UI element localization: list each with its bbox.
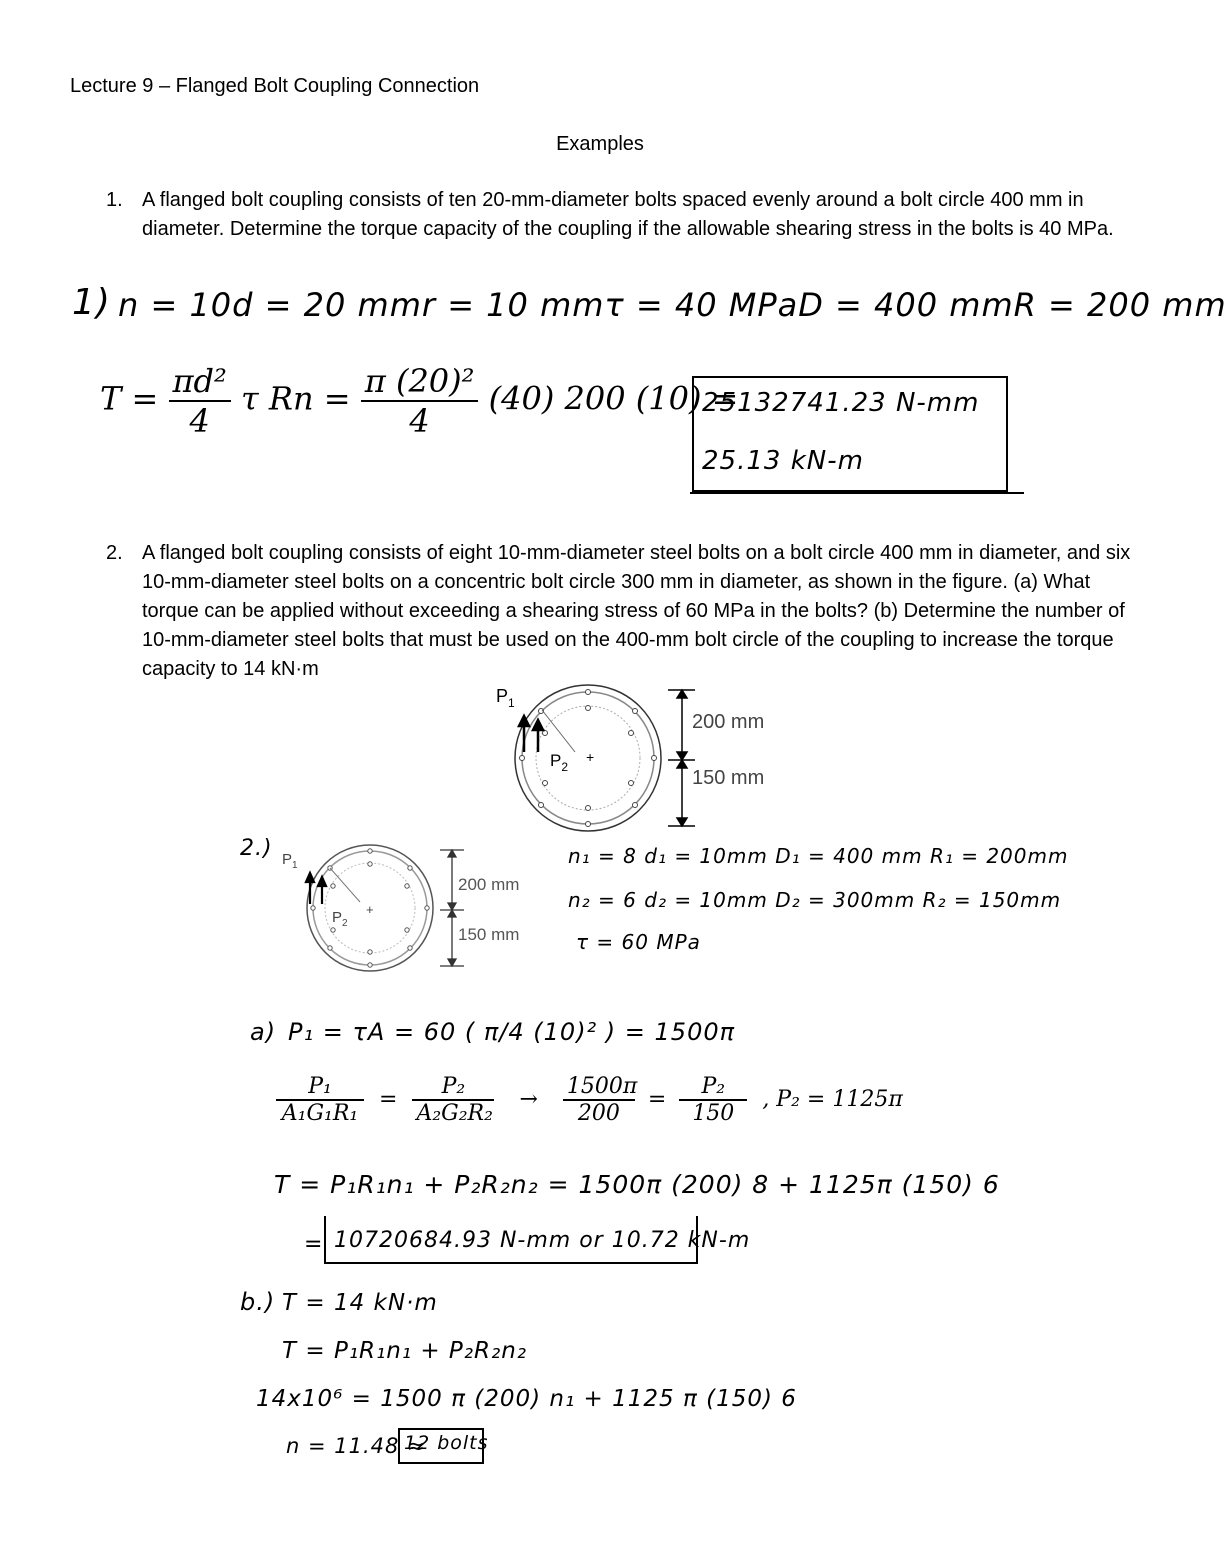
ratio-left-num: P₁ <box>276 1074 364 1101</box>
center-mark: + <box>586 749 595 765</box>
equals-sign-1: = <box>379 1087 398 1112</box>
solution-2-givens-3: τ = 60 MPa <box>576 930 701 954</box>
solution-1-formula <box>100 362 738 440</box>
answer-1-underline <box>690 492 1024 494</box>
answer-1-knm: 25.13 kN-m <box>702 446 864 476</box>
given-R: R = 200 mm <box>1013 286 1227 324</box>
problem-1 <box>0 186 1132 244</box>
given-D: D = 400 mm <box>798 286 1014 324</box>
formula-fraction <box>169 362 231 440</box>
given-r: r = 10 mm <box>421 286 605 324</box>
ratio-right-fraction <box>412 1074 494 1126</box>
coupling-figure <box>490 682 790 832</box>
dimension-lines <box>668 690 695 826</box>
ratio2-left-fraction <box>563 1074 638 1126</box>
substitution-fraction <box>361 362 479 440</box>
problem-1-number: 1. <box>106 189 123 211</box>
answer-1-nmm: 25132741.23 N-mm <box>702 388 980 418</box>
ratio2-right-num: P₂ <box>679 1074 747 1101</box>
given-tau: τ = 40 MPa <box>604 286 799 324</box>
part-b-formula: T = P₁R₁n₁ + P₂R₂n₂ <box>282 1338 528 1364</box>
ratio2-right-fraction <box>679 1074 747 1126</box>
coupling-figure-copy <box>280 842 550 974</box>
implies-arrow: → <box>519 1087 538 1112</box>
substitution-rest: (40) 200 (10) = <box>488 379 739 418</box>
solution-2-givens-1: n₁ = 8 d₁ = 10mm D₁ = 400 mm R₁ = 200mm <box>568 844 1069 868</box>
answer-2a: 10720684.93 N-mm or 10.72 kN-m <box>334 1228 751 1253</box>
formula-denominator: 4 <box>189 402 210 440</box>
ratio-result: , P₂ = 1125π <box>762 1087 903 1112</box>
problem-1-text: A flanged bolt coupling consists of ten 20-mm-diameter bolts spaced evenly around a bolt circle 400 mm in diameter. Determine the torque capacity of the coupling if the allowable shearing stress in the bolts is 40 MPa. <box>142 189 1114 240</box>
dimension-lines <box>440 850 464 966</box>
part-b-substitution: 14x10⁶ = 1500 π (200) n₁ + 1125 π (150) 6 <box>256 1386 797 1412</box>
part-b-given: T = 14 kN·m <box>282 1290 438 1316</box>
part-a-ratio-left <box>276 1074 903 1126</box>
p2-label: $P_2$ <box>550 751 569 774</box>
page-heading: Lecture 9 – Flanged Bolt Coupling Connection <box>70 75 480 97</box>
part-a-equals: = <box>304 1232 324 1257</box>
equals-sign-2: = <box>647 1087 667 1112</box>
ratio-left-fraction <box>276 1074 364 1126</box>
solution-1-givens <box>118 286 1227 324</box>
p2-label: $P_2$ <box>332 909 348 929</box>
part-a-line1: P₁ = τA = 60 ( π/4 (10)² ) = 1500π <box>288 1018 736 1046</box>
part-a-torque-line: T = P₁R₁n₁ + P₂R₂n₂ = 1500π (200) 8 + 1125π (150) 6 <box>274 1170 1000 1199</box>
ratio-left-den: A₁G₁R₁ <box>281 1101 359 1126</box>
problem-2 <box>0 539 1132 684</box>
formula-lhs: T = <box>100 379 159 418</box>
ratio-right-num: P₂ <box>412 1074 494 1101</box>
section-title: Examples <box>556 133 644 155</box>
part-b-label: b.) <box>240 1288 276 1316</box>
dim-inner-label: 150 mm <box>458 925 520 944</box>
p1-label: $P_1$ <box>282 851 298 871</box>
formula-rest: τ Rn = <box>241 379 351 418</box>
ratio-right-den: A₂G₂R₂ <box>416 1101 493 1126</box>
ratio2-left-den: 200 <box>577 1101 620 1126</box>
substitution-denominator: 4 <box>409 402 430 440</box>
p1-label: $P_1$ <box>496 686 515 710</box>
dim-outer-label: 200 mm <box>692 711 765 733</box>
solution-2-givens-2: n₂ = 6 d₂ = 10mm D₂ = 300mm R₂ = 150mm <box>568 888 1062 912</box>
problem-2-text: A flanged bolt coupling consists of eight 10-mm-diameter steel bolts on a bolt circle 400 mm in diameter, and six 10-mm-diameter steel bolts on a concentric bolt circle 300 mm in diameter, as shown in the figure. (a) What torque can be applied without exceeding a shearing stress of 60 MPa in the bolts? (b) Determine the number of 10-mm-diameter steel bolts that must be used on the 400-mm bolt circle of the coupling to increase the torque capacity to 14 kN·m <box>142 542 1131 680</box>
given-n: n = 10 <box>118 286 233 324</box>
formula-numerator: πd² <box>169 362 231 402</box>
part-a-label: a) <box>250 1018 277 1046</box>
part-b-result: n = 11.48 ≈ <box>286 1434 426 1458</box>
solution-1-label: 1) <box>72 282 111 323</box>
given-d: d = 20 mm <box>232 286 422 324</box>
center-mark: + <box>366 902 374 917</box>
ratio2-right-den: 150 <box>692 1101 735 1126</box>
problem-2-number: 2. <box>106 542 123 564</box>
dim-inner-label: 150 mm <box>692 767 765 789</box>
substitution-numerator: π (20)² <box>361 362 479 402</box>
dim-outer-label: 200 mm <box>458 875 520 894</box>
answer-2b: 12 bolts <box>404 1432 489 1454</box>
solution-2-label: 2.) <box>240 836 273 861</box>
ratio2-left-num: 1500π <box>563 1074 635 1101</box>
